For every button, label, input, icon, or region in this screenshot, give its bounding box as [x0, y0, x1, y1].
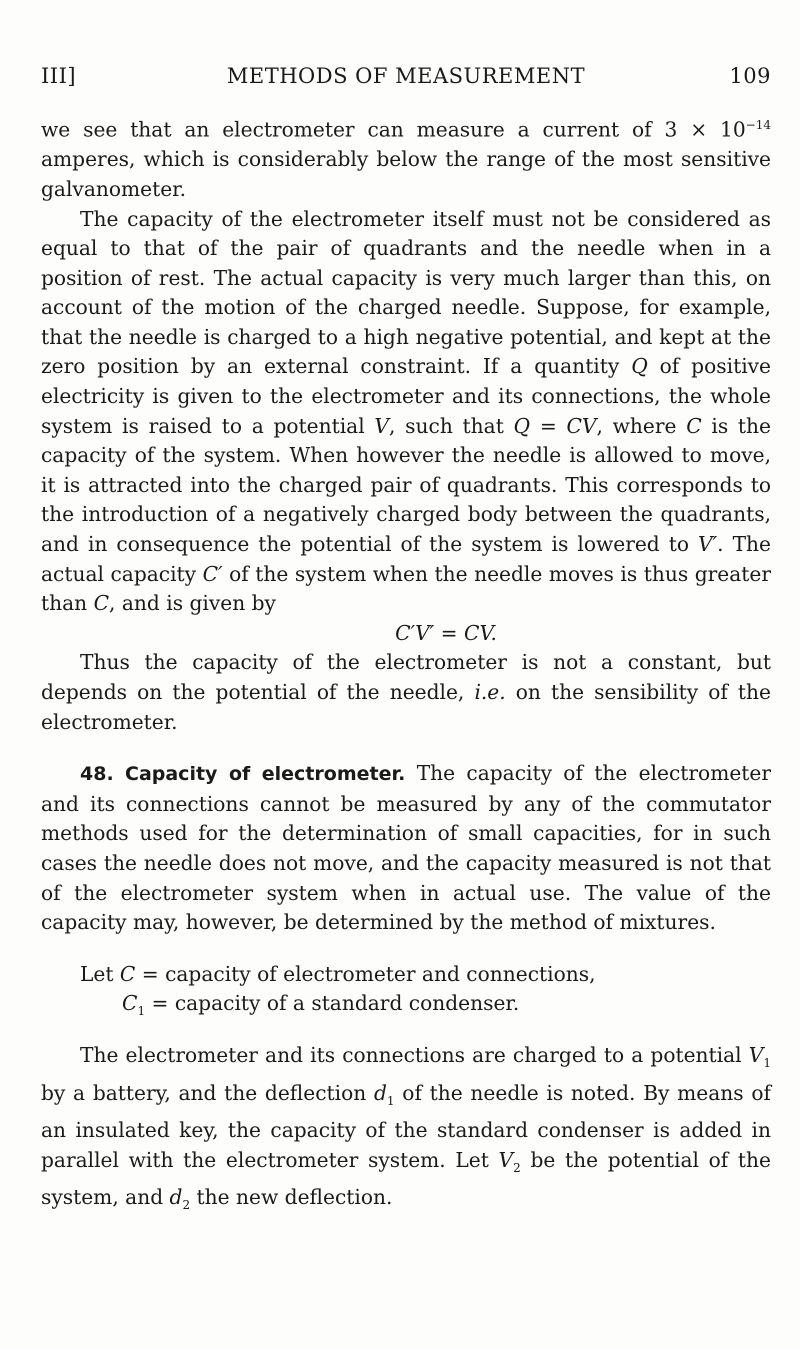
text: of the needle is noted. By means of an insulated key, the capacity of the standard condenser is added in parallel with the electrometer system. Let	[41, 1080, 772, 1172]
definition-line-1	[41, 960, 771, 990]
text: , where	[596, 413, 687, 438]
text: on the sensibility of the electrometer.	[41, 680, 771, 734]
text: = capacity of a standard condenser.	[145, 991, 520, 1016]
symbol: C	[686, 413, 702, 438]
symbol: V	[374, 413, 389, 438]
subscript: 1	[763, 1056, 771, 1071]
text: . The actual capacity	[41, 532, 771, 586]
page-number: 109	[729, 64, 771, 88]
symbol: C	[93, 591, 110, 616]
paragraph-method	[41, 1041, 771, 1221]
symbol: C	[119, 961, 136, 986]
symbol: C′	[202, 561, 223, 586]
abbreviation: i.e.	[474, 680, 506, 705]
text: = capacity of electrometer and connections,	[135, 961, 596, 986]
text: of the system when the needle moves is thus greater than	[41, 561, 771, 616]
page-body	[41, 111, 771, 1221]
text: The electrometer and its connections are charged to a potential	[80, 1042, 749, 1067]
text: of positive electricity is given to the electrometer and its connections, the whole system is raised to a potential	[41, 354, 771, 438]
symbol: V	[748, 1042, 764, 1067]
subscript: 1	[386, 1093, 395, 1108]
symbol: d	[169, 1185, 183, 1210]
inline-equation: Q = CV	[513, 413, 597, 438]
symbol: V′	[698, 532, 718, 557]
text: Let	[80, 961, 120, 986]
text: Thus the capacity of the electrometer is not a constant, but depends on the potential of the needle,	[41, 650, 771, 705]
text: the new deflection.	[190, 1185, 393, 1210]
text: amperes, which is considerably below the range of the most sensitive galvanometer.	[41, 147, 771, 201]
section-48	[41, 759, 771, 938]
running-header	[41, 64, 771, 96]
text: The capacity of the electrometer itself must not be considered as equal to that of the pair of quadrants and the needle when in a position of rest. The actual capacity is very much larger than this, on account of the motion of the charged needle. Suppose, for example, that the needle is charged to a high negative potential, and kept at the zero position by an external constraint. If a quantity	[41, 206, 771, 379]
paragraph-capacity	[41, 205, 771, 619]
subscript: 2	[182, 1198, 191, 1213]
exponent: −14	[745, 118, 771, 132]
paragraph-continuation	[41, 111, 771, 205]
text: we see that an electrometer can measure a current of 3 × 10	[41, 117, 746, 142]
symbol: C	[122, 991, 138, 1016]
symbol: Q	[631, 354, 648, 379]
chapter-number: III]	[41, 64, 77, 88]
equation: C′V′ = CV.	[395, 620, 497, 645]
section-number: 48.	[80, 763, 114, 786]
paragraph-sensibility	[41, 648, 771, 737]
text: be the potential of the system, and	[41, 1147, 771, 1210]
text: , and is given by	[109, 591, 276, 616]
section-title: Capacity of electrometer.	[125, 763, 406, 786]
subscript: 2	[513, 1160, 521, 1175]
running-title: METHODS OF MEASUREMENT	[226, 64, 586, 88]
symbol: d	[373, 1080, 387, 1105]
text: The capacity of the electrometer and its connections cannot be measured by any of the commutator methods used for the determination of small capacities, for in such cases the needle does not move, and the capacity measured is not that of the electrometer system when in actual use. The value of the capacity may, however, be determined by the method of mixtures.	[41, 761, 771, 935]
text: by a battery, and the deflection	[41, 1080, 374, 1105]
text: is the capacity of the system. When however the needle is allowed to move, it is attracted into the charged pair of quadrants. This corresponds to the introduction of a negatively charged body between the quadrants, and in consequence the potential of the system is lowered to	[41, 413, 771, 557]
definition-line-2	[41, 989, 771, 1027]
subscript: 1	[137, 1004, 146, 1019]
text: , such that	[389, 413, 514, 438]
symbol: V	[498, 1147, 514, 1172]
